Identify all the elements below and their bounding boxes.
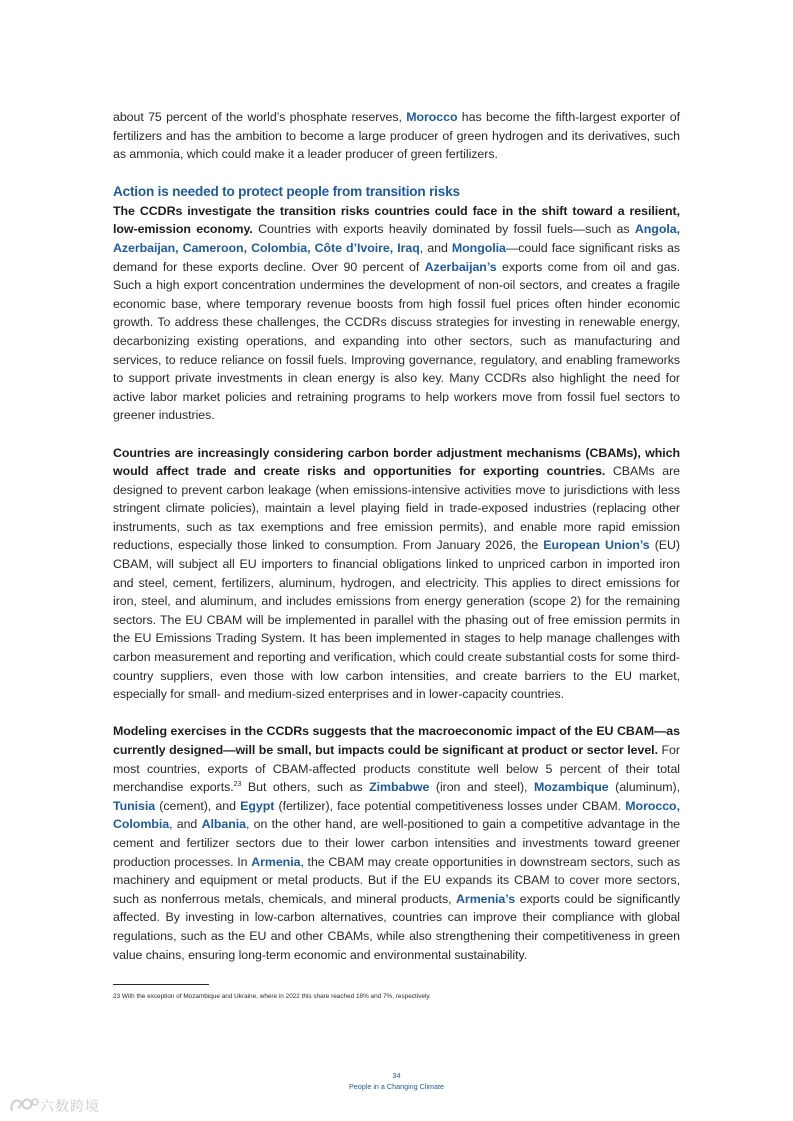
- country-link-mongolia[interactable]: Mongolia: [451, 240, 506, 255]
- country-link-azerbaijan[interactable]: Azerbaijan: [113, 240, 176, 255]
- footnote-divider: [113, 984, 209, 985]
- footnote-text: 23 With the exception of Mozambique and Ukraine, where in 2022 this share reached 18% and 7%, respectively.: [113, 993, 431, 1000]
- country-link-zimbabwe[interactable]: Zimbabwe: [369, 780, 430, 795]
- country-link-tunisia[interactable]: Tunisia: [113, 798, 156, 813]
- country-link-cameroon[interactable]: Cameroon: [182, 240, 244, 255]
- paragraph-lead: Countries are increasingly considering carbon border adjustment mechanisms (CBAMs), which would affect trade and create risks and opportunities for exporting countries.: [113, 445, 680, 479]
- paragraph-lead: Modeling exercises in the CCDRs suggests that the macroeconomic impact of the EU CBAM—as currently designed—will be small, but impacts could be significant at product or sector level.: [113, 724, 680, 757]
- country-link-armenias[interactable]: Armenia’s: [456, 891, 516, 906]
- country-link-colombia[interactable]: Colombia: [251, 240, 308, 255]
- page-content: [113, 108, 680, 964]
- modeling-paragraph: Modeling exercises in the CCDRs suggests that the macroeconomic impact of the EU CBAM—as currently designed—will be small, but impacts could be significant at product or sector level. For most countries, exports of CBAM-affected products constitute well below 5 percent of their total merchandise exports.$^{23}$ But others, such as Zimbabwe (iron and steel), Mozambique (aluminum), Tunisia (cement), and Egypt (fertilizer), face potential competitiveness losses under CBAM. Morocco, Colombia, and Albania, on the other hand, are well-positioned to gain a competitive advantage in the cement and fertilizer sectors due to their lower carbon intensities and investments toward greener production processes. In Armenia, the CBAM may create opportunities in downstream sectors, such as machinery and equipment or metal products. But if the EU expands its CBAM to cover more sectors, such as nonferrous metals, chemicals, and mineral products, Armenia’s exports could be significantly affected. By investing in low-carbon alternatives, countries can improve their compliance with global regulations, such as the EU and other CBAMs, while also strengthening their competitiveness in green value chains, ensuring long-term economic and environmental sustainability.: [113, 724, 681, 962]
- country-link-iraq[interactable]: Iraq: [397, 240, 420, 255]
- paragraph-lead: The CCDRs investigate the transition risks countries could face in the shift toward a resilient, low-emission economy.: [113, 203, 680, 237]
- country-link-albania[interactable]: Albania: [201, 817, 246, 832]
- footnote-reference[interactable]: 23: [233, 781, 242, 789]
- transition-risks-paragraph: The CCDRs investigate the transition risks countries could face in the shift toward a resilient, low-emission economy. Countries with exports heavily dominated by fossil fuels—such as Angola, Azerbaijan, Cameroon, Colombia, Côte d’Ivoire, Iraq, and Mongolia—could face significant risks as demand for these exports decline. Over 90 percent of Azerbaijan’s exports come from oil and gas. Such a high export concentration undermines the development of non-oil sectors, and creates a fragile economic base, where temporary revenue boosts from high fossil fuel prices often hinder economic growth. To address these challenges, the CCDRs discuss strategies for investing in renewable energy, decarbonizing existing operations, and expanding into other sectors, such as manufacturing and services, to reduce reliance on fossil fuels. Improving governance, regulatory, and enabling frameworks to support private investments in clean energy is also key. Many CCDRs also highlight the need for active labor market policies and retraining programs to help workers move from fossil fuel sectors to greener industries.: [113, 203, 680, 423]
- country-link-morocco[interactable]: Morocco: [625, 798, 677, 813]
- country-link-colombia[interactable]: Colombia: [113, 817, 170, 832]
- country-link-armenia[interactable]: Armenia: [251, 854, 301, 869]
- country-link-angola[interactable]: Angola: [634, 222, 677, 237]
- watermark-text: 六数跨境: [40, 1098, 100, 1114]
- watermark-logo-icon: [9, 1095, 39, 1115]
- region-link-european-union[interactable]: European Union’s: [543, 538, 650, 553]
- country-link-cote-divoire[interactable]: Côte d’Ivoire: [314, 240, 390, 255]
- country-link-azerbaijans[interactable]: Azerbaijan’s: [424, 259, 497, 274]
- section-heading: Action is needed to protect people from transition risks: [113, 183, 460, 199]
- country-link-morocco[interactable]: Morocco: [406, 110, 458, 124]
- country-link-mozambique[interactable]: Mozambique: [534, 780, 609, 795]
- country-link-egypt[interactable]: Egypt: [240, 798, 275, 813]
- publication-title: People in a Changing Climate: [348, 1082, 445, 1091]
- cbam-paragraph: Countries are increasingly considering carbon border adjustment mechanisms (CBAMs), which would affect trade and create risks and opportunities for exporting countries. CBAMs are designed to prevent carbon leakage (when emissions-intensive activities move to jurisdictions with less stringent climate policies), maintain a level playing field in trade-exposed industries (replacing other instruments, such as tax exemptions and free emission permits), and enable more rapid emission reductions, especially those linked to consumption. From January 2026, the European Union’s (EU) CBAM, will subject all EU importers to financial obligations linked to unpriced carbon in imported iron and steel, cement, fertilizers, aluminum, hydrogen, and electricity. This applies to direct emissions for iron, steel, and aluminum, and includes emissions from energy generation (scope 2) for the remaining sectors. The EU CBAM will be implemented in parallel with the phasing out of free emission permits in the EU Emissions Trading System. It has been implemented in stages to help manage challenges with carbon measurement and reporting and verification, which could create substantial costs for some third-country suppliers, even those with low carbon intensities, and create barriers to the EU market, especially for small- and medium-sized enterprises and in lower-capacity countries.: [113, 445, 680, 702]
- page-number: 34: [392, 1071, 401, 1080]
- intro-paragraph: about 75 percent of the world’s phosphate reserves, Morocco has become the fifth-largest exporter of fertilizers and has the ambition to become a large producer of green hydrogen and its derivatives, such as ammonia, which could make it a leader producer of green fertilizers.: [113, 110, 681, 162]
